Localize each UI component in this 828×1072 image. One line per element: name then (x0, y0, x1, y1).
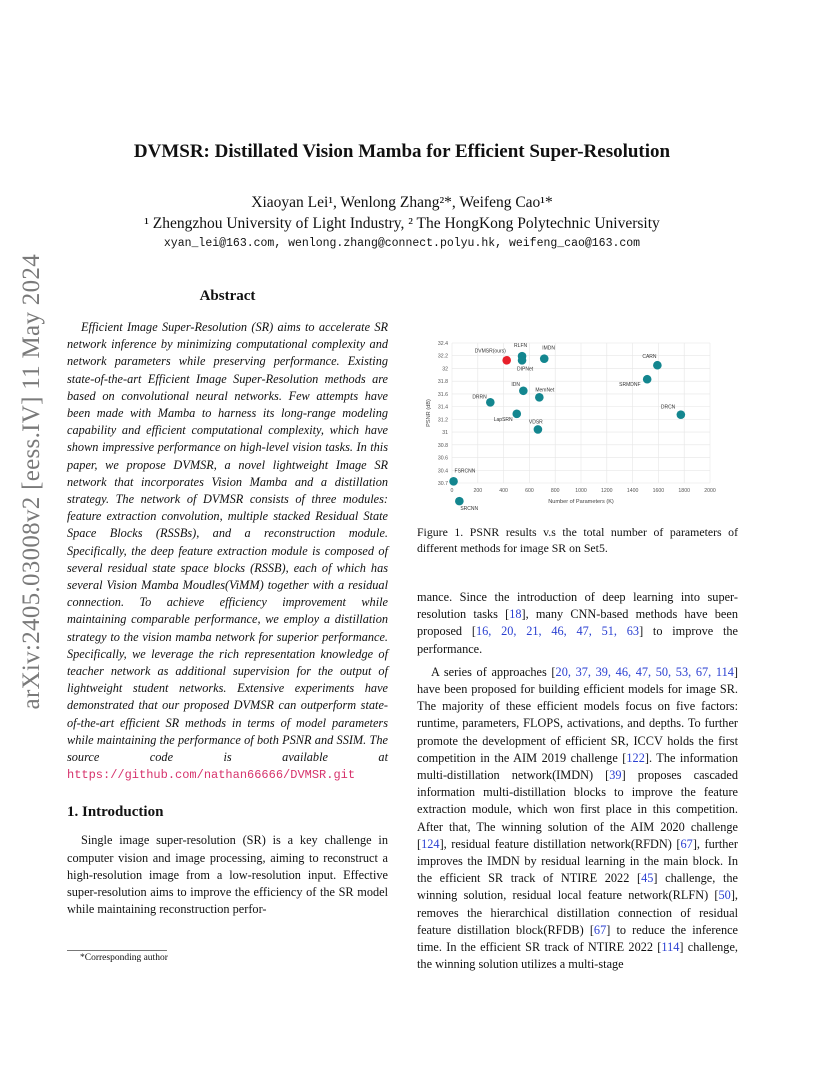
figure-1 (420, 338, 720, 513)
point-label: SRMDNF (619, 382, 641, 389)
paper-title: DVMSR: Distillated Vision Mamba for Efficient Super-Resolution (133, 141, 671, 162)
point-label: LapSRN (493, 416, 513, 423)
x-tick-label: 1800 (678, 488, 690, 494)
citation-link[interactable]: 124 (421, 836, 440, 851)
point-label: DIPNet (517, 366, 534, 373)
text-run: ] proposes cascaded information multi-distillation blocks to improve the feature extraction module, which won first place in this competition. After that, The winning solution of the AIM 2020 challenge [ (417, 768, 738, 851)
point-label: SRCNN (460, 506, 479, 513)
arxiv-identifier: arXiv:2405.03008v2 [eess.IV] 11 May 2024 (18, 254, 45, 710)
y-tick-label: 31.4 (437, 404, 448, 411)
intro-heading: 1. Introduction (67, 804, 164, 821)
point-label: IDN (511, 381, 520, 388)
citation-link[interactable]: 67 (593, 922, 607, 937)
text-run: ] challenge, the winning solution utilizes a multi-stage (417, 940, 738, 972)
data-point (643, 375, 652, 384)
point-label: IMDN (542, 345, 556, 352)
point-label: DRCN (660, 404, 676, 411)
source-code-link[interactable]: https://github.com/nathan66666/DVMSR.git (67, 768, 356, 783)
x-tick-label: 400 (499, 488, 508, 494)
citation-link[interactable]: 39 (609, 768, 622, 783)
citation-link[interactable]: 16, 20, 21, 46, 47, 51, 63 (475, 624, 640, 639)
highlight-point (502, 356, 511, 365)
text-run: ] challenge, the winning solution, residual local feature network(RLFN) [ (417, 871, 739, 903)
data-point (518, 356, 527, 365)
point-label: FSRCNN (454, 468, 476, 475)
y-tick-label: 30.6 (437, 455, 448, 462)
x-tick-label: 1600 (652, 488, 665, 494)
y-tick-label: 30.8 (437, 442, 448, 449)
data-point (455, 497, 464, 506)
affiliations: ¹ Zhengzhou University of Light Industry, ² The HongKong Polytechnic University (144, 215, 660, 232)
x-tick-label: 1000 (575, 488, 587, 494)
citation-link[interactable]: 45 (641, 871, 654, 886)
author-block (60, 192, 744, 254)
citation-link[interactable]: 114 (661, 940, 680, 955)
y-tick-label: 31.2 (437, 417, 448, 424)
figure-caption: Figure 1. PSNR results v.s the total number of parameters of different methods for image SR on Set5. (417, 525, 738, 555)
x-tick-label: 600 (525, 488, 534, 494)
right-paragraph-2 (417, 664, 738, 974)
y-tick-label: 32 (442, 366, 448, 373)
citation-link[interactable]: 122 (626, 750, 645, 765)
y-tick-label: 31.6 (437, 391, 448, 398)
text-run: ], removes the hierarchical distillation connection of residual feature distillation block(RFDB) [ (417, 888, 738, 937)
footnote: *Corresponding author (80, 953, 168, 963)
data-point (534, 425, 543, 434)
abstract-text (67, 319, 388, 784)
data-point (535, 393, 544, 402)
data-point (677, 410, 686, 419)
y-axis-label: PSNR (dB) (426, 399, 432, 427)
data-point (653, 361, 662, 370)
data-point (512, 410, 521, 419)
x-tick-label: 200 (473, 488, 483, 494)
text-run: ] to reduce the inference time. In the efficient SR track of NTIRE 2022 [ (417, 922, 739, 955)
footnote-divider (67, 950, 167, 951)
point-label: VDSR (528, 419, 543, 426)
text-run: A series of approaches [ (431, 664, 556, 679)
arxiv-sidebar (14, 254, 50, 710)
citation-link[interactable]: 20, 37, 39, 46, 47, 50, 53, 67, 114 (555, 664, 734, 679)
right-paragraph-1 (417, 589, 738, 658)
text-run: mance. Since the introduction of deep learning into super-resolution tasks [ (417, 590, 738, 622)
text-run: ], further improves the IMDN by residual learning in the main block. In the efficient SR track of NTIRE 2022 [ (417, 836, 738, 886)
author-names: Xiaoyan Lei¹, Wenlong Zhang²*, Weifeng Cao¹* (251, 194, 553, 211)
y-tick-label: 30.7 (437, 481, 448, 487)
y-tick-label: 31.8 (437, 379, 448, 386)
citation-link[interactable]: 67 (680, 836, 693, 851)
point-label: RLFN (514, 343, 528, 350)
right-column-text (417, 589, 738, 973)
abstract-body: Efficient Image Super-Resolution (SR) aims to accelerate SR network inference by minimizing computational complexity and network parameters while preserving performance. Existing state-of-the-art Efficient Image Super-Resolution methods are based on convolutional neural networks. Few attempts have been made with Mamba to harness its long-range modeling capability and efficient computational complexity, which have shown impressive performance on high-level vision tasks. In this paper, we propose DVMSR, a novel lightweight Image SR network that incorporates Vision Mamba and a distillation strategy. The network of DVMSR consists of three modules: feature extraction convolution, multiple stacked Residual State Space Blocks (RSSBs), and a reconstruction module. Specifically, the deep feature extraction module is composed of several residual state space blocks (RSSB), each of which has several Vision Mamba Moudles(ViMM) together with a residual connection. To achieve efficiency improvement while maintaining comparable performance, we employ a distillation strategy to the vision mamba network for superior performance. Specifically, we leverage the rich representation knowledge of teacher network as additional supervision for the output of lightweight student networks. Extensive experiments have demonstrated that our proposed DVMSR can outperform state-of-the-art efficient SR methods in terms of model parameters while maintaining the performance of both PSNR and SSIM. The source code is available at (67, 320, 388, 765)
intro-paragraph: Single image super-resolution (SR) is a key challenge in computer vision and image processing, aiming to reconstruct a high-resolution image from a low-resolution input. Effective super-resolution aims to improve the efficiency of the SR model while maintaining reconstruction perfor- (67, 833, 388, 917)
left-column (67, 288, 388, 919)
point-label: DVMSR(ours) (474, 348, 506, 355)
text-run: ] have been proposed for building efficient models for image SR. The majority of these efficient models focus on five factors: runtime, parameters, FLOPS, activations, and depths. To further promote the development of efficient SR, ICCV holds the first competition in the AIM 2019 challenge [ (417, 664, 738, 765)
y-tick-label: 32.4 (437, 341, 448, 347)
x-tick-label: 1200 (601, 488, 613, 494)
data-point (519, 386, 528, 395)
author-emails: xyan_lei@163.com, wenlong.zhang@connect.polyu.hk, weifeng_cao@163.com (163, 237, 641, 250)
data-point (449, 477, 458, 486)
y-tick-label: 31 (442, 430, 448, 437)
data-point (486, 398, 495, 407)
x-tick-label: 2000 (704, 488, 716, 494)
point-label: MemNet (535, 387, 555, 394)
citation-link[interactable]: 18 (509, 607, 522, 622)
x-tick-label: 1400 (626, 488, 639, 494)
text-run: ]. The information multi-distillation network(IMDN) [ (417, 750, 738, 783)
text-run: ] to improve the performance. (417, 624, 739, 656)
abstract-heading: Abstract (199, 288, 256, 304)
y-tick-label: 32.2 (437, 353, 448, 360)
point-label: CARN (642, 354, 657, 361)
text-run: ], residual feature distillation network(RFDN) [ (439, 836, 681, 851)
x-tick-label: 0 (450, 488, 454, 494)
x-tick-label: 800 (550, 488, 560, 494)
y-tick-label: 30.4 (437, 468, 448, 475)
text-run: ], many CNN-based methods have been proposed [ (417, 607, 738, 639)
data-point (540, 354, 549, 363)
psnr-params-chart (420, 338, 720, 513)
x-axis-label: Number of Parameters (K) (548, 499, 614, 505)
citation-link[interactable]: 50 (718, 888, 731, 903)
point-label: DRRN (472, 394, 487, 401)
